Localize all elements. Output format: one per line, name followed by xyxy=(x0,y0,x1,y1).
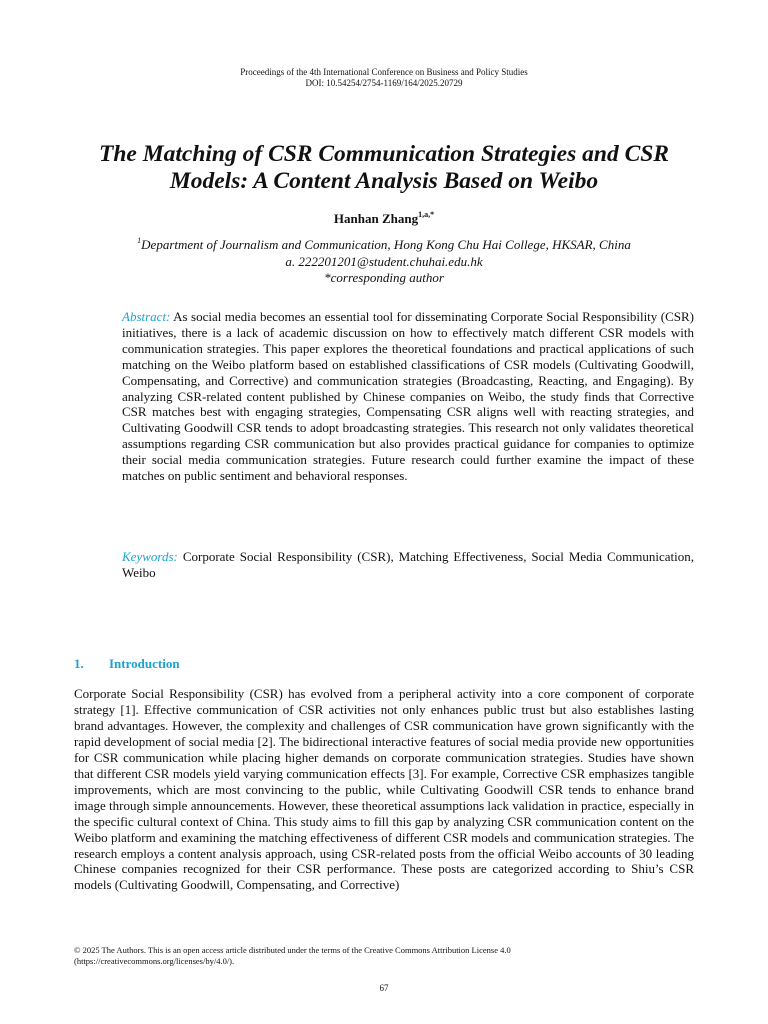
section-heading xyxy=(74,656,180,672)
section-number: 1. xyxy=(74,656,84,671)
affiliation-mark: 1 xyxy=(137,236,142,245)
keywords-label: Keywords: xyxy=(122,549,178,564)
abstract-label: Abstract: xyxy=(122,309,171,324)
paper-title xyxy=(60,141,708,195)
proceedings-header xyxy=(0,67,768,89)
author-name: Hanhan Zhang xyxy=(333,211,419,226)
abstract-text: As social media becomes an essential tool for disseminating Corporate Social Responsibility (CSR) initiatives, there is a lack of academic discussion on how to effectively match different CSR models with communication strategies. This paper explores the theoretical foundations and practical applications of such matching on the Weibo platform based on established classifications of CSR models (Cultivating Goodwill, Compensating, and Corrective) and communication strategies (Broadcasting, Reacting, and Engaging). By analyzing CSR-related content published by Chinese companies on Weibo, the study finds that Corrective CSR matches best with engaging strategies, Compensating CSR aligns well with reacting strategies, and Cultivating Goodwill CSR tends to adopt broadcasting strategies. This research not only validates theoretical assumptions regarding CSR communication but also provides practical guidance for companies to optimize their social media communication strategies. Future research could further examine the impact of these matches on public sentiment and behavioral responses. xyxy=(122,309,694,484)
author-marks: 1,a,* xyxy=(418,210,435,219)
license-footnote xyxy=(74,945,694,966)
affiliation-email: a. 222201201@student.chuhai.edu.hk xyxy=(285,253,483,269)
affiliation-department: Department of Journalism and Communication, Hong Kong Chu Hai College, HKSAR, China xyxy=(141,237,631,252)
license-line-2: (https://creativecommons.org/licenses/by/4.0/). xyxy=(74,955,235,966)
corresponding-note: *corresponding author xyxy=(324,270,444,285)
author-line xyxy=(0,211,768,227)
proceedings-line: Proceedings of the 4th International Conference on Business and Policy Studies xyxy=(240,67,528,77)
abstract xyxy=(122,309,694,484)
title-line-2: Models: A Content Analysis Based on Weibo xyxy=(169,168,599,194)
keywords xyxy=(122,549,694,581)
title-line-1: The Matching of CSR Communication Strategies and CSR xyxy=(98,141,669,167)
section-title: Introduction xyxy=(109,656,180,671)
page-number: 67 xyxy=(379,983,389,993)
keywords-text: Corporate Social Responsibility (CSR), Matching Effectiveness, Social Media Communication, Weibo xyxy=(122,549,695,580)
license-line-1: © 2025 The Authors. This is an open access article distributed under the terms of the Creative Commons Attribution License 4.0 xyxy=(74,945,511,955)
affiliation-block xyxy=(0,237,768,287)
affiliation-department-line xyxy=(0,237,768,254)
doi-line: DOI: 10.54254/2754-1169/164/2025.20729 xyxy=(305,78,463,88)
introduction-paragraph: Corporate Social Responsibility (CSR) has evolved from a peripheral activity into a core component of corporate strategy [1]. Effective communication of CSR activities not only enhances public trust but also establishes lasting brand advantages. However, the complexity and challenges of CSR communication have grown significantly with the rapid development of social media [2]. The bidirectional interactive features of social media provide new opportunities for CSR communication while placing higher demands on corporate communication strategies. Studies have shown that different CSR models yield varying communication effects [3]. For example, Corrective CSR emphasizes tangible improvements, which are most convincing to the public, while Cultivating Goodwill CSR tends to enhance brand image through simple announcements. However, these theoretical assumptions lack validation in practice, especially in the specific cultural context of China. This study aims to fill this gap by analyzing CSR communication content on the Weibo platform and examining the matching effectiveness of different CSR models and communication strategies. The research employs a content analysis approach, using CSR-related posts from the official Weibo accounts of 30 leading Chinese companies recognized for their CSR performance. These posts are categorized according to Shiu’s CSR models (Cultivating Goodwill, Compensating, and Corrective) xyxy=(74,686,694,893)
